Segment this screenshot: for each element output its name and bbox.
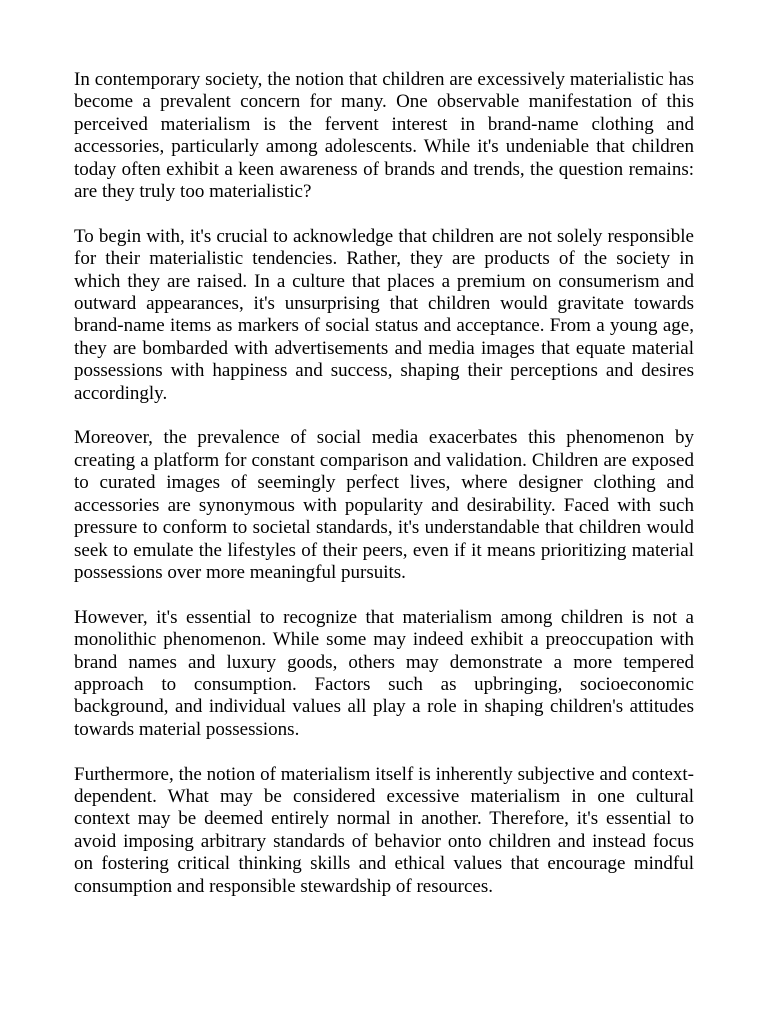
paragraph-4: However, it's essential to recognize that materialism among children is not a monolithic phenomenon. While some may indeed exhibit a preoccupation with brand names and luxury goods, others may demonstrate a more tempered approach to consumption. Factors such as upbringing, socioeconomic background, and individual values all play a role in shaping children's attitudes towards material possessions.: [74, 606, 694, 740]
paragraph-3: Moreover, the prevalence of social media exacerbates this phenomenon by creating a platform for constant comparison and validation. Children are exposed to curated images of seemingly perfect lives, where designer clothing and accessories are synonymous with popularity and desirability. Faced with such pressure to conform to societal standards, it's understandable that children would seek to emulate the lifestyles of their peers, even if it means prioritizing material possessions over more meaningful pursuits.: [74, 427, 694, 583]
paragraph-2: To begin with, it's crucial to acknowledge that children are not solely responsible for their materialistic tendencies. Rather, they are products of the society in which they are raised. In a culture that places a premium on consumerism and outward appearances, it's unsurprising that children would gravitate towards brand-name items as markers of social status and acceptance. From a young age, they are bombarded with advertisements and media images that equate material possessions with happiness and success, shaping their perceptions and desires accordingly.: [74, 225, 694, 404]
paragraph-5: Furthermore, the notion of materialism itself is inherently subjective and context-dependent. What may be considered excessive materialism in one cultural context may be deemed entirely normal in another. Therefore, it's essential to avoid imposing arbitrary standards of behavior onto children and instead focus on fostering critical thinking skills and ethical values that encourage mindful consumption and responsible stewardship of resources.: [74, 763, 694, 897]
paragraph-1: In contemporary society, the notion that children are excessively materialistic has become a prevalent concern for many. One observable manifestation of this perceived materialism is the fervent interest in brand-name clothing and accessories, particularly among adolescents. While it's undeniable that children today often exhibit a keen awareness of brands and trends, the question remains: are they truly too materialistic?: [74, 69, 694, 203]
essay-body: [74, 69, 694, 898]
